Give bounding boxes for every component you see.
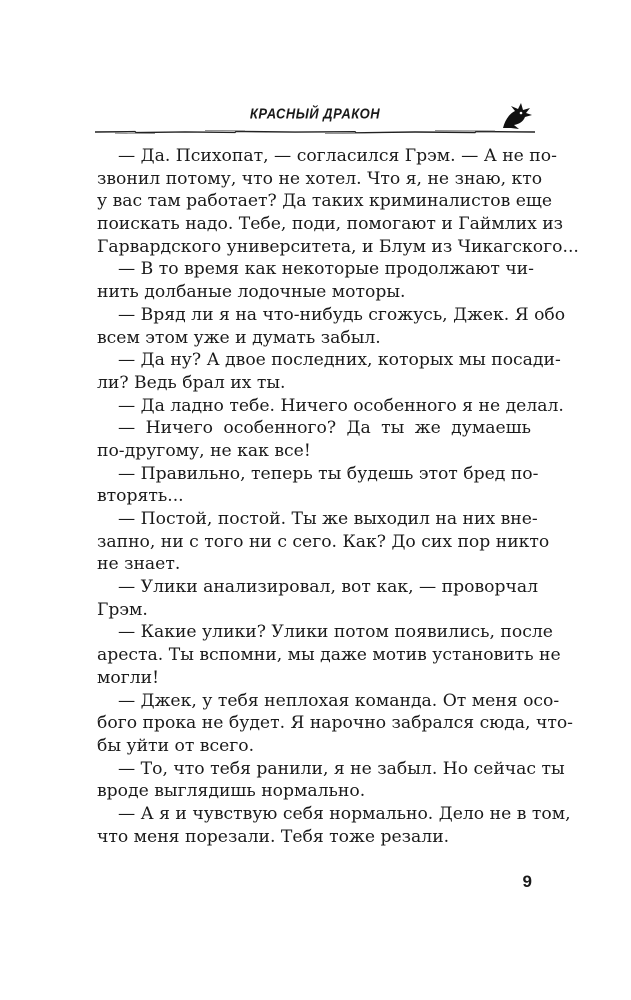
text-line: — Да ладно тебе. Ничего особенного я не делал. — [118, 395, 564, 416]
text-line: ли? Ведь брал их ты. — [97, 372, 286, 393]
text-line: по-другому, не как все! — [97, 440, 311, 461]
text-line: — Улики анализировал, вот как, — проворчал — [118, 577, 539, 598]
running-title: КРАСНЫЙ ДРАКОН — [249, 104, 381, 123]
text-line: нить долбаные лодочные моторы. — [97, 282, 406, 303]
text-line: — Постой, постой. Ты же выходил на них вне- — [118, 509, 538, 529]
running-header — [95, 102, 535, 142]
body-text — [97, 145, 579, 848]
text-line: Грэм. — [97, 599, 148, 620]
text-line: не знает. — [97, 554, 181, 575]
text-line: всем этом уже и думать забыл. — [97, 327, 381, 348]
text-line: ареста. Ты вспомни, мы даже мотив установить не — [97, 645, 561, 666]
text-line: — Какие улики? Улики потом появились, после — [118, 622, 553, 643]
text-line: бого прока не будет. Я нарочно забрался сюда, что- — [97, 713, 573, 734]
text-line: звонил потому, что не хотел. Что я, не знаю, кто — [97, 168, 543, 189]
text-line: — Ничего особенного? Да ты же думаешь — [118, 418, 531, 439]
text-line: вроде выглядишь нормально. — [97, 781, 366, 802]
text-line: у вас там работает? Да таких криминалистов еще — [97, 191, 553, 212]
text-line: запно, ни с того ни с сего. Как? До сих пор никто — [97, 531, 550, 552]
text-line: что меня порезали. Тебя тоже резали. — [97, 826, 450, 847]
text-line: бы уйти от всего. — [97, 735, 255, 756]
text-line: — То, что тебя ранили, я не забыл. Но сейчас ты — [118, 758, 565, 779]
text-line: — Да ну? А двое последних, которых мы посади- — [118, 350, 561, 371]
text-line: вторять... — [97, 486, 184, 507]
text-line: — А я и чувствую себя нормально. Дело не в том, — [118, 803, 571, 824]
text-line: — Джек, у тебя неплохая команда. От меня осо- — [118, 690, 560, 711]
text-line: — Вряд ли я на что-нибудь сгожусь, Джек. Я обо — [118, 304, 566, 325]
text-line: Гарвардского университета, и Блум из Чикагского... — [97, 236, 579, 257]
header-rule — [95, 129, 535, 135]
text-line: могли! — [97, 667, 160, 688]
page-number: 9 — [522, 872, 532, 891]
text-line: — Правильно, теперь ты будешь этот бред по- — [118, 463, 539, 484]
text-line: — В то время как некоторые продолжают чи- — [118, 259, 534, 280]
text-line: — Да. Психопат, — согласился Грэм. — А не по- — [118, 146, 557, 166]
dragon-head-icon — [499, 102, 533, 132]
text-line: поискать надо. Тебе, поди, помогают и Гаймлих из — [97, 214, 564, 235]
